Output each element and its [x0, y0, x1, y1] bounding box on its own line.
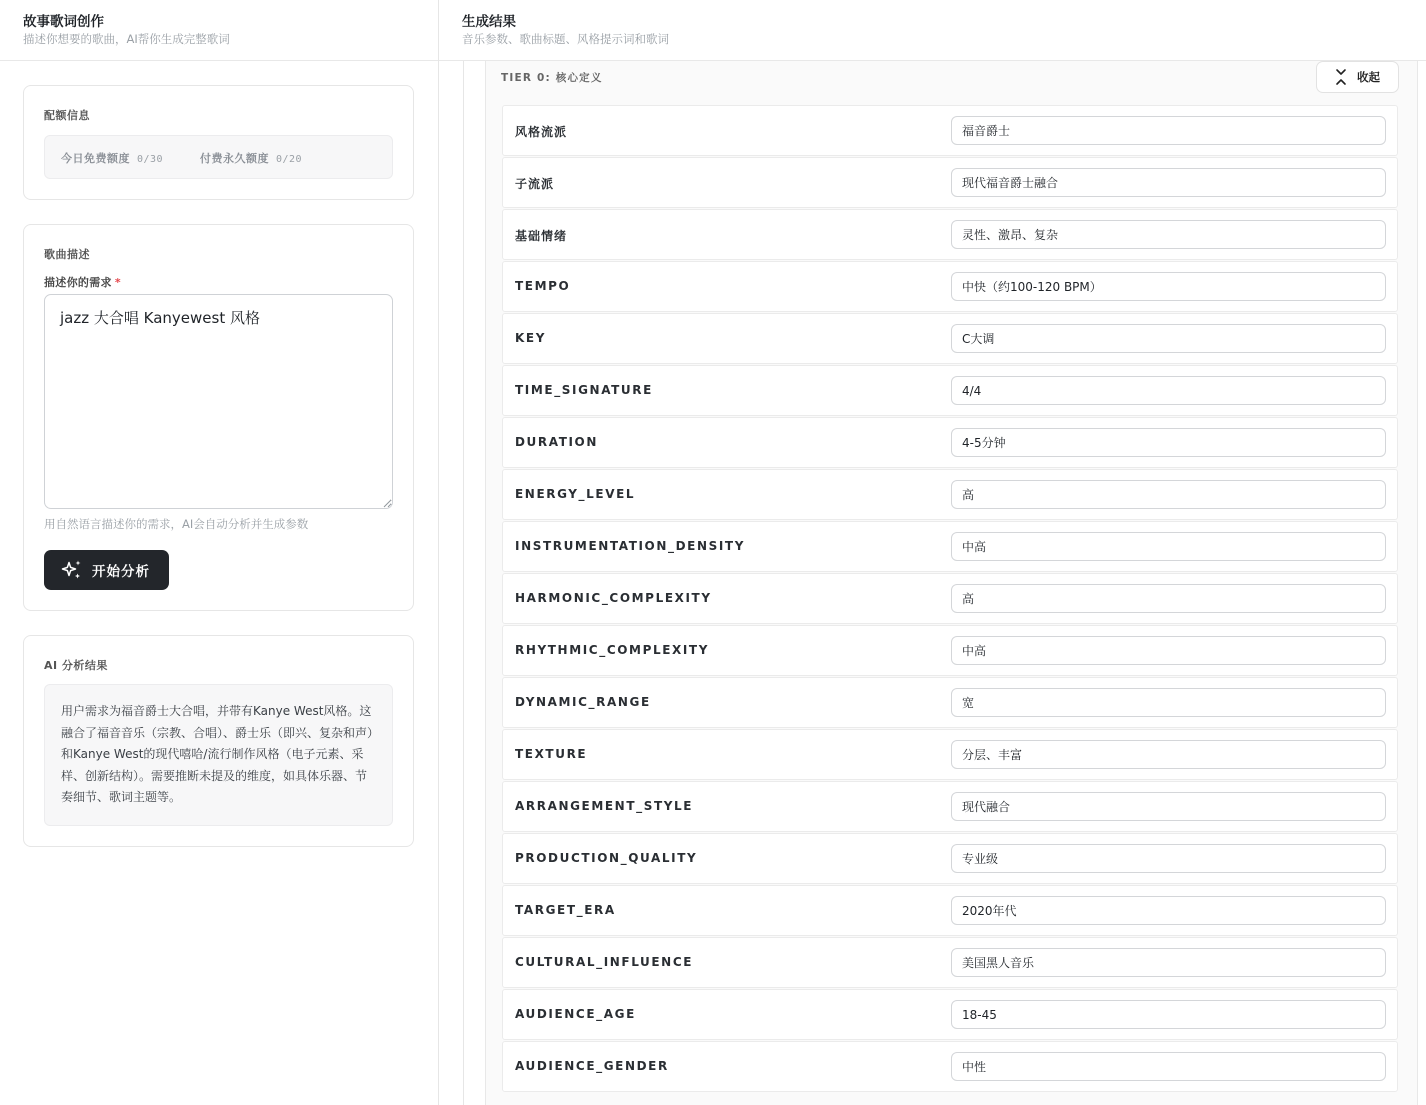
collapse-label: 收起	[1357, 70, 1380, 84]
param-value-input[interactable]	[951, 168, 1386, 197]
param-key: TARGET_ERA	[515, 903, 616, 917]
param-value-input[interactable]	[951, 428, 1386, 457]
param-key: CULTURAL_INFLUENCE	[515, 955, 694, 969]
param-value-input[interactable]	[951, 740, 1386, 769]
free-quota-label: 今日免费额度	[61, 152, 130, 165]
param-row	[502, 625, 1398, 676]
quota-card	[23, 85, 414, 200]
right-header	[439, 0, 1426, 61]
param-value-input[interactable]	[951, 792, 1386, 821]
param-value-input[interactable]	[951, 532, 1386, 561]
param-key: AUDIENCE_GENDER	[515, 1059, 669, 1073]
left-header	[0, 0, 438, 61]
required-mark: *	[114, 276, 121, 289]
param-key: PRODUCTION_QUALITY	[515, 851, 698, 865]
param-row	[502, 157, 1398, 208]
param-key: KEY	[515, 331, 546, 345]
param-row	[502, 833, 1398, 884]
param-value-input[interactable]	[951, 584, 1386, 613]
sparkles-icon	[61, 559, 83, 581]
param-key: AUDIENCE_AGE	[515, 1007, 636, 1021]
paid-quota	[200, 150, 302, 166]
free-quota-value: 0/30	[137, 154, 164, 165]
param-value-input[interactable]	[951, 948, 1386, 977]
description-textarea[interactable]	[44, 294, 393, 509]
param-key: ENERGY_LEVEL	[515, 487, 636, 501]
param-key: DURATION	[515, 435, 598, 449]
description-hint: 用自然语言描述你的需求，AI会自动分析并生成参数	[44, 517, 309, 531]
param-row	[502, 209, 1398, 260]
tier-0-title: TIER 0: 核心定义	[501, 72, 603, 84]
param-row	[502, 521, 1398, 572]
ai-analysis-title: AI 分析结果	[44, 659, 108, 672]
free-quota	[61, 150, 163, 166]
param-row	[502, 781, 1398, 832]
param-value-input[interactable]	[951, 272, 1386, 301]
param-key: 子流派	[515, 177, 555, 191]
page-title: 故事歌词创作	[23, 14, 104, 30]
param-row	[502, 677, 1398, 728]
param-value-input[interactable]	[951, 116, 1386, 145]
song-description-title: 歌曲描述	[44, 248, 90, 261]
param-value-input[interactable]	[951, 844, 1386, 873]
param-value-input[interactable]	[951, 636, 1386, 665]
param-row	[502, 105, 1398, 156]
param-key: TEMPO	[515, 279, 571, 293]
param-key: 风格流派	[515, 125, 568, 139]
param-row	[502, 989, 1398, 1040]
results-subtitle: 音乐参数、歌曲标题、风格提示词和歌词	[462, 32, 669, 46]
param-key: DYNAMIC_RANGE	[515, 695, 651, 709]
param-row	[502, 573, 1398, 624]
start-analysis-button[interactable]	[44, 550, 169, 590]
param-row	[502, 417, 1398, 468]
quota-title: 配额信息	[44, 109, 90, 122]
param-value-input[interactable]	[951, 688, 1386, 717]
param-row	[502, 365, 1398, 416]
tier-0-panel	[485, 61, 1418, 1105]
param-value-input[interactable]	[951, 220, 1386, 249]
start-analysis-label: 开始分析	[92, 564, 150, 580]
param-key: INSTRUMENTATION_DENSITY	[515, 539, 745, 553]
param-value-input[interactable]	[951, 480, 1386, 509]
ai-analysis-text: 用户需求为福音爵士大合唱，并带有Kanye West风格。这融合了福音音乐（宗教、合唱）、爵士乐（即兴、复杂和声）和Kanye West的现代嘻哈/流行制作风格（电子元素、采样、创新结构）。需要推断未提及的维度，如具体乐器、节奏细节、歌词主题等。	[44, 684, 393, 826]
param-key: TEXTURE	[515, 747, 588, 761]
tier-0-header	[486, 61, 1417, 96]
description-field-label-text: 描述你的需求	[44, 276, 112, 289]
param-key: HARMONIC_COMPLEXITY	[515, 591, 712, 605]
resize-grip-icon[interactable]	[383, 499, 392, 508]
song-description-card	[23, 224, 414, 611]
param-value-input[interactable]	[951, 896, 1386, 925]
param-row	[502, 313, 1398, 364]
param-key: RHYTHMIC_COMPLEXITY	[515, 643, 709, 657]
right-panel	[439, 0, 1426, 1105]
param-value-input[interactable]	[951, 376, 1386, 405]
param-key: ARRANGEMENT_STYLE	[515, 799, 694, 813]
left-panel	[0, 0, 438, 1105]
param-row	[502, 1041, 1398, 1092]
param-value-input[interactable]	[951, 1000, 1386, 1029]
results-title: 生成结果	[462, 14, 516, 30]
paid-quota-value: 0/20	[276, 154, 303, 165]
param-row	[502, 729, 1398, 780]
description-field-label	[44, 274, 121, 290]
param-key: TIME_SIGNATURE	[515, 383, 653, 397]
paid-quota-label: 付费永久额度	[200, 152, 269, 165]
param-value-input[interactable]	[951, 324, 1386, 353]
results-scroll-guide	[463, 61, 464, 1105]
param-row	[502, 885, 1398, 936]
param-row	[502, 469, 1398, 520]
quota-box	[44, 135, 393, 179]
param-row	[502, 261, 1398, 312]
param-key: 基础情绪	[515, 229, 568, 243]
param-row	[502, 937, 1398, 988]
ai-analysis-card	[23, 635, 414, 847]
param-value-input[interactable]	[951, 1052, 1386, 1081]
collapse-button[interactable]	[1316, 61, 1399, 93]
collapse-icon	[1335, 68, 1347, 86]
page-subtitle: 描述你想要的歌曲，AI帮你生成完整歌词	[23, 32, 230, 46]
